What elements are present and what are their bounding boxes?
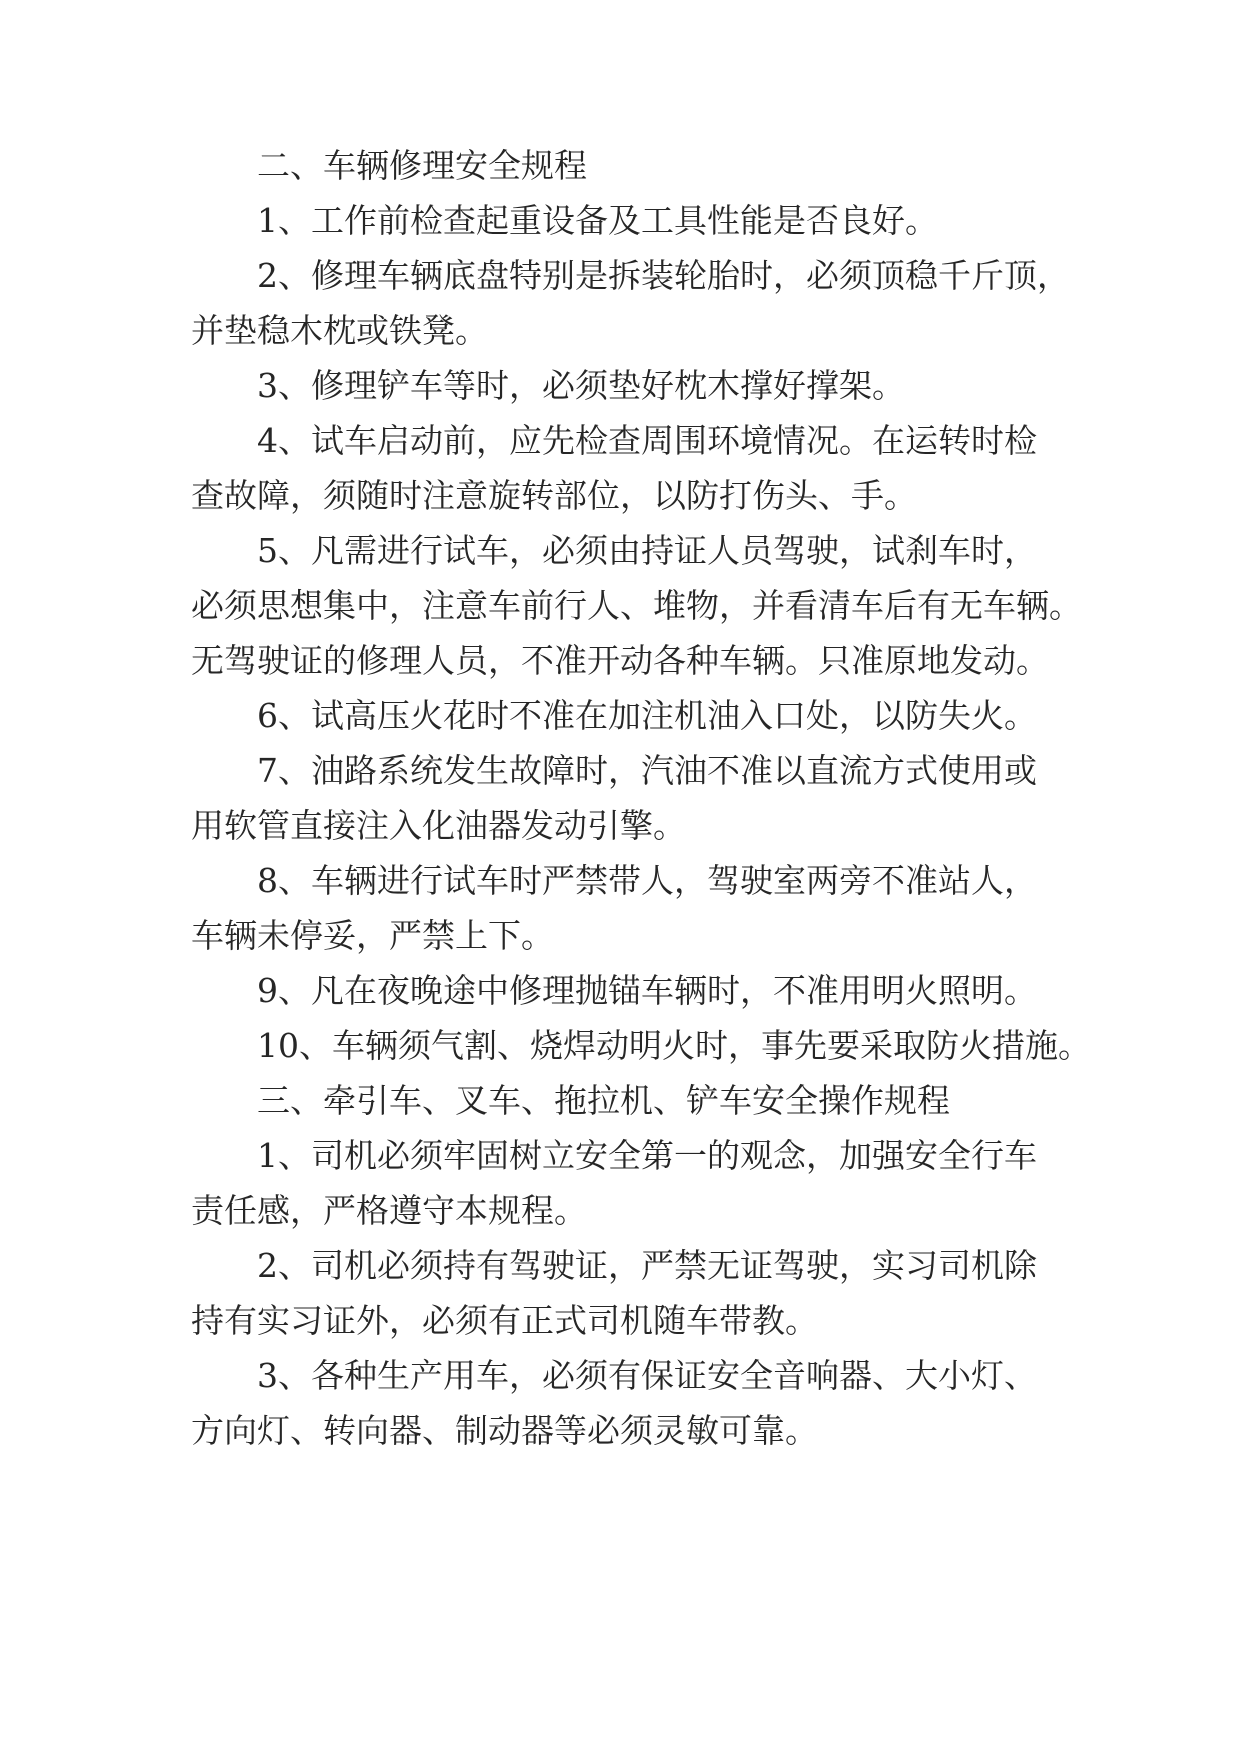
paragraph-line: 1、工作前检查起重设备及工具性能是否良好。 xyxy=(257,201,938,240)
paragraph-line: 2、司机必须持有驾驶证，严禁无证驾驶，实习司机除 xyxy=(257,1246,1037,1285)
paragraph-line: 2、修理车辆底盘特别是拆装轮胎时，必须顶稳千斤顶， xyxy=(257,256,1070,295)
paragraph-line: 3、各种生产用车，必须有保证安全音响器、大小灯、 xyxy=(257,1356,1037,1395)
paragraph-line: 方向灯、转向器、制动器等必须灵敏可靠。 xyxy=(191,1411,818,1450)
paragraph-line: 3、修理铲车等时，必须垫好枕木撑好撑架。 xyxy=(257,366,905,405)
section-heading: 三、牵引车、叉车、拖拉机、铲车安全操作规程 xyxy=(257,1081,950,1120)
paragraph-line: 持有实习证外，必须有正式司机随车带教。 xyxy=(191,1301,818,1340)
paragraph-line: 4、试车启动前，应先检查周围环境情况。在运转时检 xyxy=(257,421,1037,460)
paragraph-line: 9、凡在夜晚途中修理抛锚车辆时，不准用明火照明。 xyxy=(257,971,1037,1010)
paragraph-line: 6、试高压火花时不准在加注机油入口处，以防失火。 xyxy=(257,696,1037,735)
paragraph-line: 责任感，严格遵守本规程。 xyxy=(191,1191,587,1230)
paragraph-line: 查故障，须随时注意旋转部位，以防打伤头、手。 xyxy=(191,476,917,515)
paragraph-line: 用软管直接注入化油器发动引擎。 xyxy=(191,806,686,845)
paragraph-line: 车辆未停妥，严禁上下。 xyxy=(191,916,554,955)
paragraph-line: 5、凡需进行试车，必须由持证人员驾驶，试刹车时， xyxy=(257,531,1037,570)
paragraph-line: 7、油路系统发生故障时，汽油不准以直流方式使用或 xyxy=(257,751,1037,790)
paragraph-line: 必须思想集中，注意车前行人、堆物，并看清车后有无车辆。 xyxy=(191,586,1082,625)
paragraph-line: 并垫稳木枕或铁凳。 xyxy=(191,311,488,350)
paragraph-line: 10、车辆须气割、烧焊动明火时，事先要采取防火措施。 xyxy=(257,1026,1091,1065)
paragraph-line: 1、司机必须牢固树立安全第一的观念，加强安全行车 xyxy=(257,1136,1037,1175)
paragraph-line: 8、车辆进行试车时严禁带人，驾驶室两旁不准站人， xyxy=(257,861,1037,900)
section-heading: 二、车辆修理安全规程 xyxy=(257,146,587,185)
paragraph-line: 无驾驶证的修理人员，不准开动各种车辆。只准原地发动。 xyxy=(191,641,1049,680)
